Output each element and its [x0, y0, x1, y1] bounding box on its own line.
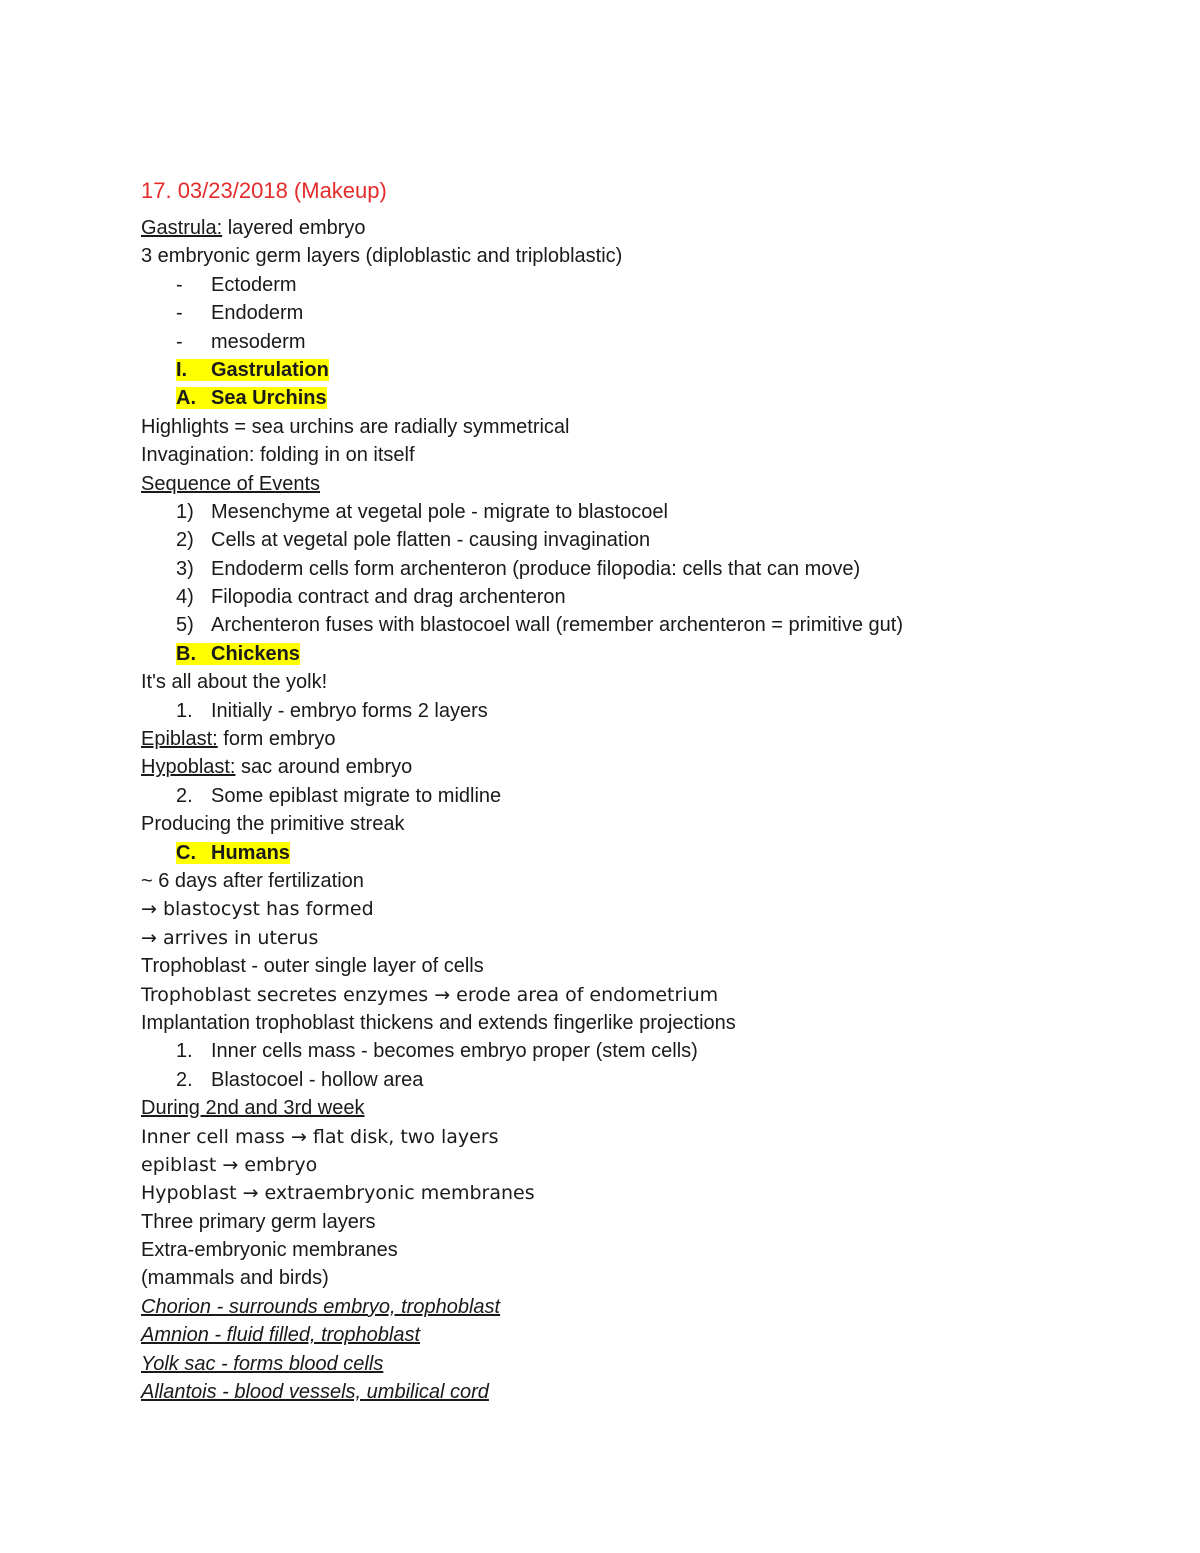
list-marker: 4): [176, 586, 194, 609]
list-marker: 2.: [176, 1068, 193, 1091]
list-item: [141, 583, 1141, 611]
epiblast-definition: [141, 725, 1141, 753]
hypoblast-term: Hypoblast:: [141, 756, 236, 779]
yolk-line: It's all about the yolk!: [141, 671, 328, 694]
list-marker: 3): [176, 557, 194, 580]
gastrula-term: Gastrula:: [141, 217, 223, 239]
heading-marker: C.: [176, 841, 196, 864]
invagination-line: Invagination: folding in on itself: [141, 444, 415, 467]
list-marker: 1.: [176, 1040, 193, 1063]
heading-sea-urchins: [141, 384, 1141, 412]
list-item: [141, 328, 1141, 356]
week-line: Extra-embryonic membranes: [141, 1239, 398, 1262]
dash-marker: -: [176, 330, 183, 353]
highlights-line: Highlights = sea urchins are radially symmetrical: [141, 415, 570, 438]
list-item: [141, 782, 1141, 810]
highlighted-heading: [176, 643, 300, 665]
week-line: Three primary germ layers: [141, 1210, 376, 1233]
week-line: Inner cell mass → flat disk, two layers: [141, 1125, 499, 1148]
membrane-amnion: Amnion - fluid filled, trophoblast: [141, 1324, 421, 1347]
highlighted-heading: [176, 387, 327, 409]
humans-line: Trophoblast secretes enzymes → erode area of endometrium: [141, 983, 719, 1006]
heading-text: Chickens: [211, 642, 300, 665]
hypoblast-def: sac around embryo: [235, 756, 413, 779]
list-text: Cells at vegetal pole flatten - causing invagination: [211, 529, 651, 552]
week-line: (mammals and birds): [141, 1267, 329, 1290]
humans-line: Implantation trophoblast thickens and extends fingerlike projections: [141, 1011, 736, 1034]
list-marker: 1): [176, 500, 194, 523]
membrane-allantois: Allantois - blood vessels, umbilical cord: [141, 1381, 489, 1404]
list-marker: 2): [176, 529, 194, 552]
page-title: 17. 03/23/2018 (Makeup): [141, 178, 387, 203]
list-marker: 5): [176, 614, 194, 637]
gastrula-definition: [141, 214, 1141, 242]
dash-marker: -: [176, 302, 183, 325]
humans-line: ~ 6 days after fertilization: [141, 869, 364, 892]
gastrula-def: layered embryo: [222, 217, 366, 239]
sequence-heading: Sequence of Events: [141, 472, 321, 495]
list-item: [141, 1066, 1141, 1094]
list-item: [141, 526, 1141, 554]
list-text: Blastocoel - hollow area: [211, 1068, 424, 1091]
list-item: [141, 611, 1141, 639]
list-text: Archenteron fuses with blastocoel wall (remember archenteron = primitive gut): [211, 614, 903, 637]
heading-text: Humans: [211, 841, 290, 864]
list-text: Initially - embryo forms 2 layers: [211, 699, 488, 722]
week-heading: During 2nd and 3rd week: [141, 1097, 365, 1120]
list-text: Mesenchyme at vegetal pole - migrate to blastocoel: [211, 500, 668, 523]
list-item: [141, 299, 1141, 327]
list-item: [141, 498, 1141, 526]
list-text: Inner cells mass - becomes embryo proper (stem cells): [211, 1040, 698, 1063]
heading-gastrulation: [141, 356, 1141, 384]
highlighted-heading: [176, 359, 329, 381]
list-text: Endoderm cells form archenteron (produce filopodia: cells that can move): [211, 557, 861, 580]
highlighted-heading: [176, 842, 290, 864]
list-item: [141, 271, 1141, 299]
heading-marker: B.: [176, 642, 196, 665]
humans-line: Trophoblast - outer single layer of cells: [141, 955, 484, 978]
membrane-yolk-sac: Yolk sac - forms blood cells: [141, 1352, 384, 1375]
humans-line: → arrives in uterus: [141, 926, 319, 949]
heading-humans: [141, 839, 1141, 867]
list-marker: 1.: [176, 699, 193, 722]
list-item: [141, 697, 1141, 725]
notes-body: [141, 176, 1141, 1406]
heading-chickens: [141, 640, 1141, 668]
heading-text: Sea Urchins: [211, 387, 327, 410]
list-text: Filopodia contract and drag archenteron: [211, 586, 566, 609]
germ-layers-intro: 3 embryonic germ layers (diploblastic and triploblastic): [141, 245, 623, 268]
membrane-chorion: Chorion - surrounds embryo, trophoblast: [141, 1295, 501, 1318]
list-text: Some epiblast migrate to midline: [211, 784, 502, 807]
week-line: epiblast → embryo: [141, 1153, 318, 1176]
germ-layer-ectoderm: Ectoderm: [211, 273, 297, 296]
week-line: Hypoblast → extraembryonic membranes: [141, 1182, 535, 1205]
heading-marker: I.: [176, 358, 188, 381]
heading-marker: A.: [176, 387, 196, 410]
list-item: [141, 1037, 1141, 1065]
heading-text: Gastrulation: [211, 358, 329, 381]
epiblast-def: form embryo: [217, 728, 336, 751]
list-marker: 2.: [176, 784, 193, 807]
streak-line: Producing the primitive streak: [141, 813, 405, 836]
germ-layer-endoderm: Endoderm: [211, 302, 304, 325]
epiblast-term: Epiblast:: [141, 728, 218, 751]
humans-line: → blastocyst has formed: [141, 898, 374, 921]
dash-marker: -: [176, 273, 183, 296]
hypoblast-definition: [141, 753, 1141, 781]
list-item: [141, 555, 1141, 583]
germ-layer-mesoderm: mesoderm: [211, 330, 306, 353]
